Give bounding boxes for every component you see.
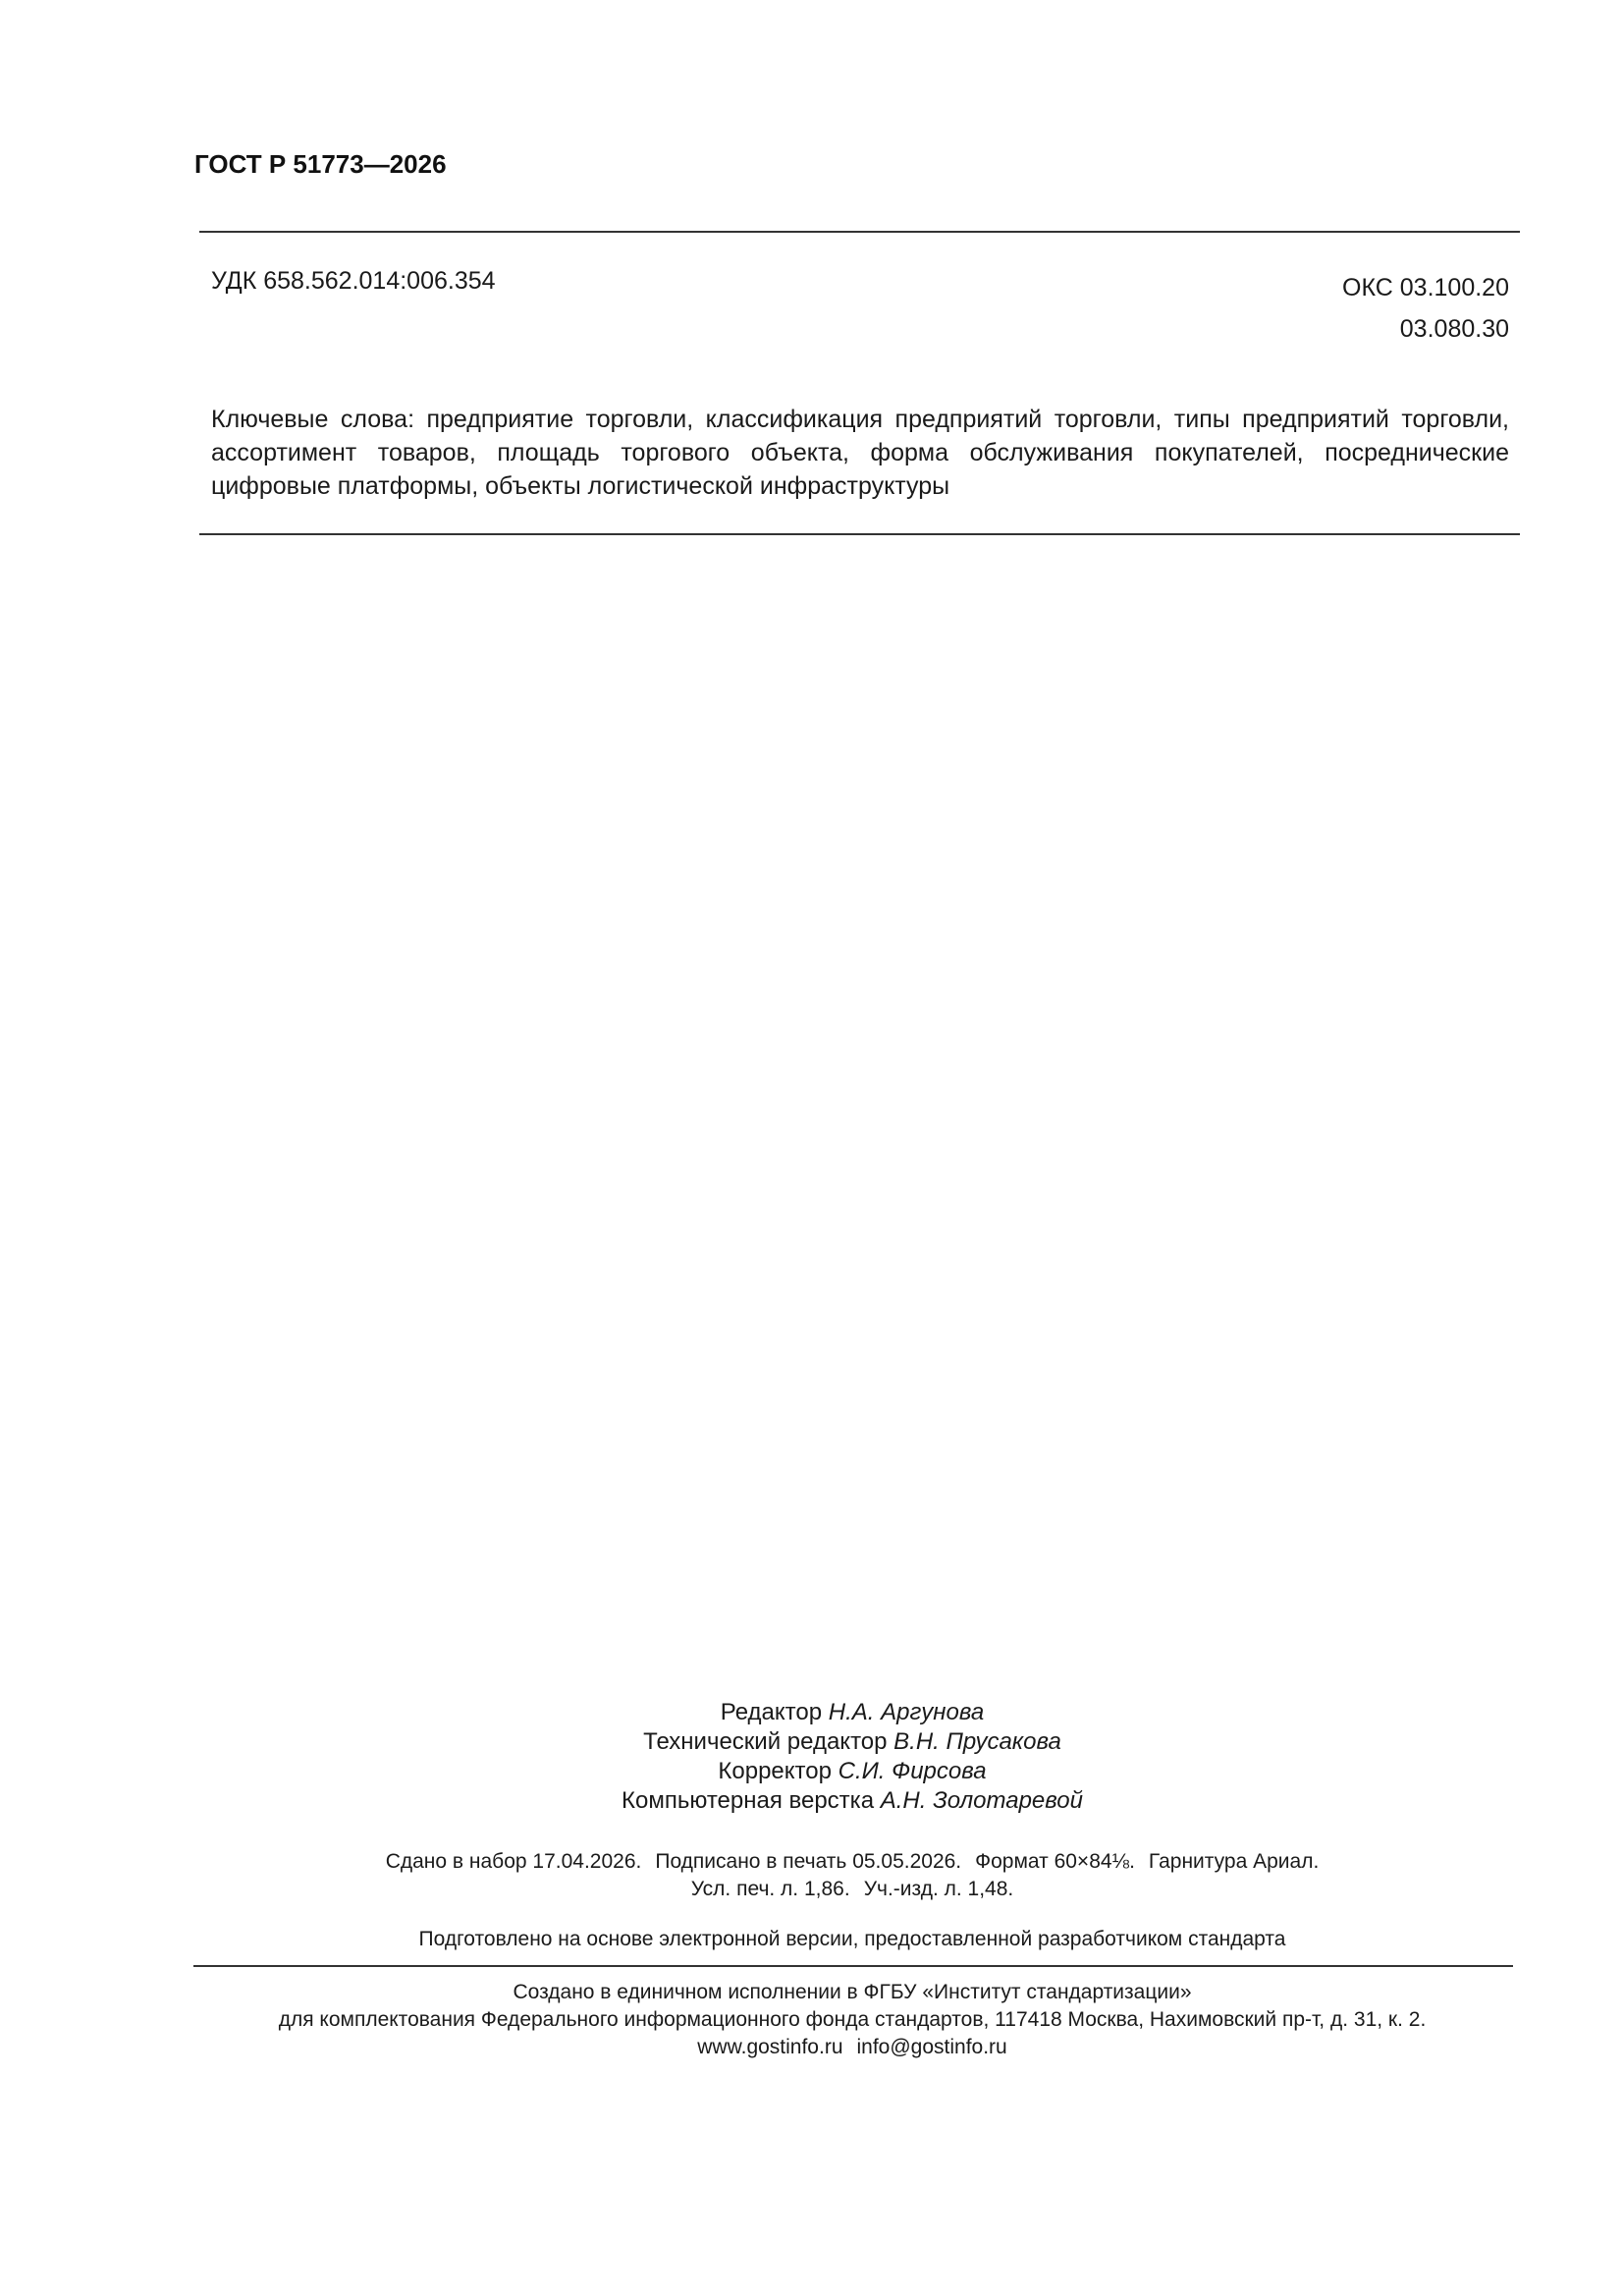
print-sheets: Усл. печ. л. 1,86. bbox=[690, 1878, 850, 1900]
top-divider bbox=[199, 231, 1520, 233]
print-format: Формат 60×84⅛. bbox=[975, 1850, 1135, 1873]
typeset-date: Сдано в набор 17.04.2026. bbox=[385, 1850, 642, 1873]
keywords-divider bbox=[199, 533, 1520, 535]
signed-date: Подписано в печать 05.05.2026. bbox=[655, 1850, 962, 1873]
editor-label: Редактор bbox=[720, 1699, 823, 1725]
footer-line-2: для комплектования Федерального информационного фонда стандартов, 117418 Москва, Нахимовский пр-т, д. 31, к. 2. bbox=[278, 2008, 1427, 2031]
oks-code-primary: ОКС 03.100.20 bbox=[1342, 274, 1509, 301]
layout-line bbox=[0, 1786, 1623, 1816]
editor-name: Н.А. Аргунова bbox=[828, 1699, 985, 1725]
footer-divider bbox=[193, 1965, 1513, 1967]
layout-name: А.Н. Золотаревой bbox=[880, 1787, 1083, 1814]
editor-line bbox=[0, 1698, 1623, 1727]
udk-code: УДК 658.562.014:006.354 bbox=[211, 267, 496, 295]
keywords-paragraph: Ключевые слова: предприятие торговли, классификация предприятий торговли, типы предприятий торговли, ассортимент товаров, площадь торгового объекта, форма обслуживания покупателей, посреднические цифровые платформы, объекты логистической инфраструктуры bbox=[211, 406, 1509, 500]
publisher-sheets: Уч.-изд. л. 1,48. bbox=[863, 1878, 1014, 1900]
corrector-name: С.И. Фирсова bbox=[838, 1758, 987, 1784]
tech-editor-name: В.Н. Прусакова bbox=[893, 1728, 1061, 1755]
imprint-line-1 bbox=[0, 1848, 1623, 1876]
tech-editor-line bbox=[0, 1727, 1623, 1757]
typeface: Гарнитура Ариал. bbox=[1148, 1850, 1320, 1873]
website-link[interactable]: www.gostinfo.ru bbox=[697, 2036, 843, 2058]
layout-label: Компьютерная верстка bbox=[622, 1787, 875, 1814]
oks-codes bbox=[1342, 267, 1509, 350]
corrector-line bbox=[0, 1757, 1623, 1786]
imprint-line-2 bbox=[0, 1876, 1623, 1903]
credits-block bbox=[0, 1698, 1623, 1816]
email-link[interactable]: info@gostinfo.ru bbox=[856, 2036, 1007, 2058]
footer-contacts bbox=[0, 2034, 1623, 2061]
corrector-label: Корректор bbox=[718, 1758, 832, 1784]
prepared-note: Подготовлено на основе электронной версии, предоставленной разработчиком стандарта bbox=[418, 1928, 1286, 1950]
tech-editor-label: Технический редактор bbox=[643, 1728, 888, 1755]
footer-block bbox=[0, 1979, 1623, 2061]
standard-number: ГОСТ Р 51773—2026 bbox=[194, 149, 447, 179]
footer-line-1: Создано в единичном исполнении в ФГБУ «Институт стандартизации» bbox=[513, 1981, 1192, 2003]
oks-code-secondary: 03.080.30 bbox=[1399, 315, 1509, 343]
imprint-block bbox=[0, 1848, 1623, 1903]
